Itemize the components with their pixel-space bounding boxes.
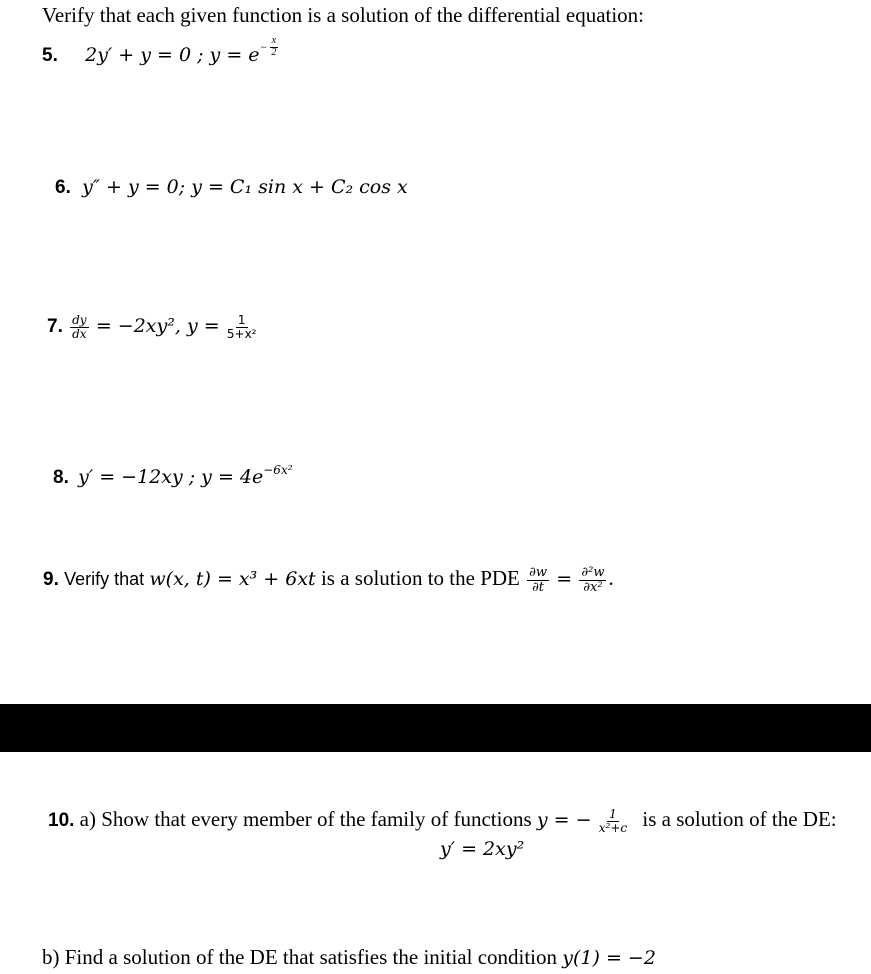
rhs-num: ∂²w	[581, 565, 605, 580]
rhs-num: 1	[237, 313, 246, 327]
problem-number: 6.	[55, 177, 71, 198]
problem-8	[53, 464, 293, 487]
equation: y′ = −12xy ; y = 4e	[78, 466, 264, 488]
frac-den: x²+c	[598, 820, 628, 835]
redaction-bar	[0, 704, 871, 752]
lhs-num: ∂w	[529, 565, 547, 580]
equation: 2y′ + y = 0 ; y = e	[85, 44, 260, 66]
problem-number: 9.	[43, 568, 59, 590]
problem-number: 7.	[47, 315, 63, 337]
text: is a solution to the PDE	[320, 565, 520, 590]
lhs-den: dx	[72, 326, 87, 341]
problem-5	[42, 36, 280, 65]
exp-num: x	[271, 35, 277, 46]
part-a-end: is a solution of the DE:	[642, 806, 837, 831]
part-b-text: b) Find a solution of the DE that satisfies the initial condition	[42, 945, 558, 969]
problem-10b	[42, 947, 656, 968]
problem-6	[55, 176, 408, 197]
problem-number: 8.	[53, 467, 69, 488]
problem-7	[47, 314, 259, 340]
exponent	[260, 36, 281, 58]
part-a-text: a) Show that every member of the family of functions	[79, 806, 532, 831]
problem-10a	[48, 808, 837, 834]
problem-number: 5.	[42, 45, 58, 66]
family: y = −	[536, 808, 592, 831]
exp-sign: −	[259, 40, 268, 54]
period: .	[608, 565, 614, 590]
function: w(x, t) = x³ + 6xt	[149, 567, 316, 590]
frac-num: 1	[609, 807, 617, 821]
rhs-den: ∂x²	[583, 579, 603, 595]
instructions-heading: Verify that each given function is a solution of the differential equation:	[42, 3, 645, 27]
equals: =	[556, 567, 573, 590]
differential-equation: y′ = 2xy²	[440, 838, 525, 860]
problem-number: 10.	[48, 809, 75, 831]
exp-den: 2	[271, 46, 277, 58]
equation: = −2xy², y =	[95, 314, 220, 337]
problem-9	[43, 566, 614, 594]
lead: Verify that	[64, 568, 145, 589]
lhs-num: dy	[72, 313, 87, 327]
lhs-den: ∂t	[532, 579, 545, 595]
exponent: −6x²	[263, 463, 293, 477]
equation: y″ + y = 0; y = C₁ sin x + C₂ cos x	[82, 176, 408, 198]
initial-condition: y(1) = −2	[562, 947, 656, 969]
rhs-den: 5+x²	[226, 326, 257, 341]
